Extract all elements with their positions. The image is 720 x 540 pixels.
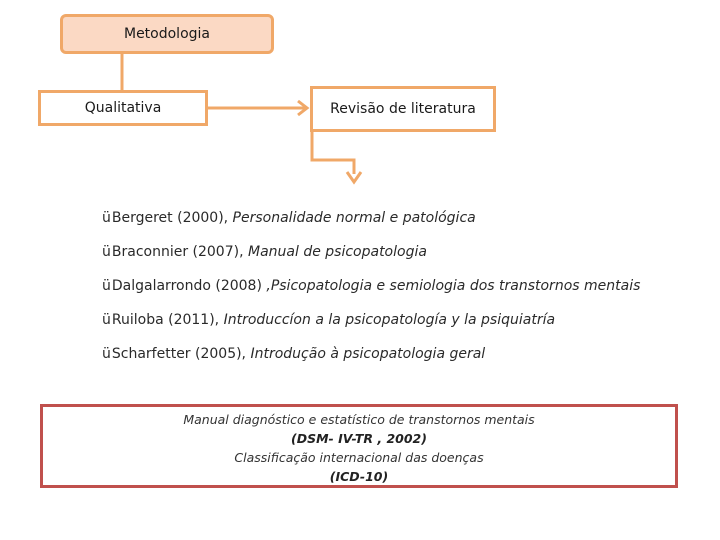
approach-to-references-connector	[312, 132, 354, 174]
reference-title: Introdução à psicopatologia geral	[246, 346, 486, 362]
reference-item	[102, 206, 640, 240]
manual-dsm-edition: (DSM- IV-TR , 2002)	[291, 431, 427, 446]
metodologia-box	[60, 14, 274, 54]
manual-icd-edition: (ICD-10)	[329, 469, 389, 484]
reference-author: Dalgalarrondo (2008)	[111, 278, 262, 294]
reference-item	[102, 240, 640, 274]
checkmark-icon: ü	[102, 346, 111, 362]
reference-item	[102, 308, 640, 342]
reference-title: Introduccíon a la psicopatología y la psiquiatría	[219, 312, 556, 328]
reference-author: Scharfetter (2005),	[111, 346, 247, 362]
revisao-box	[310, 86, 496, 132]
reference-list	[102, 206, 640, 376]
metodologia-label: Metodologia	[123, 26, 210, 42]
reference-title: ,Psicopatologia e semiologia dos transtornos mentais	[261, 278, 641, 294]
revisao-label: Revisão de literatura	[330, 101, 476, 117]
reference-author: Ruiloba (2011),	[111, 312, 220, 328]
reference-author: Braconnier (2007),	[111, 244, 244, 260]
reference-title: Manual de psicopatologia	[243, 244, 427, 260]
reference-title: Personalidade normal e patológica	[228, 210, 476, 226]
manual-dsm-title: Manual diagnóstico e estatístico de transtornos mentais	[183, 412, 535, 427]
manual-icd-title: Classificação internacional das doenças	[234, 450, 484, 465]
qualitativa-label: Qualitativa	[84, 100, 162, 116]
reference-item	[102, 342, 640, 376]
checkmark-icon: ü	[102, 278, 111, 294]
checkmark-icon: ü	[102, 244, 111, 260]
reference-item	[102, 274, 640, 308]
manuals-box	[40, 404, 678, 488]
checkmark-icon: ü	[102, 210, 111, 226]
checkmark-icon: ü	[102, 312, 111, 328]
reference-author: Bergeret (2000),	[111, 210, 229, 226]
qualitativa-box	[38, 90, 208, 126]
